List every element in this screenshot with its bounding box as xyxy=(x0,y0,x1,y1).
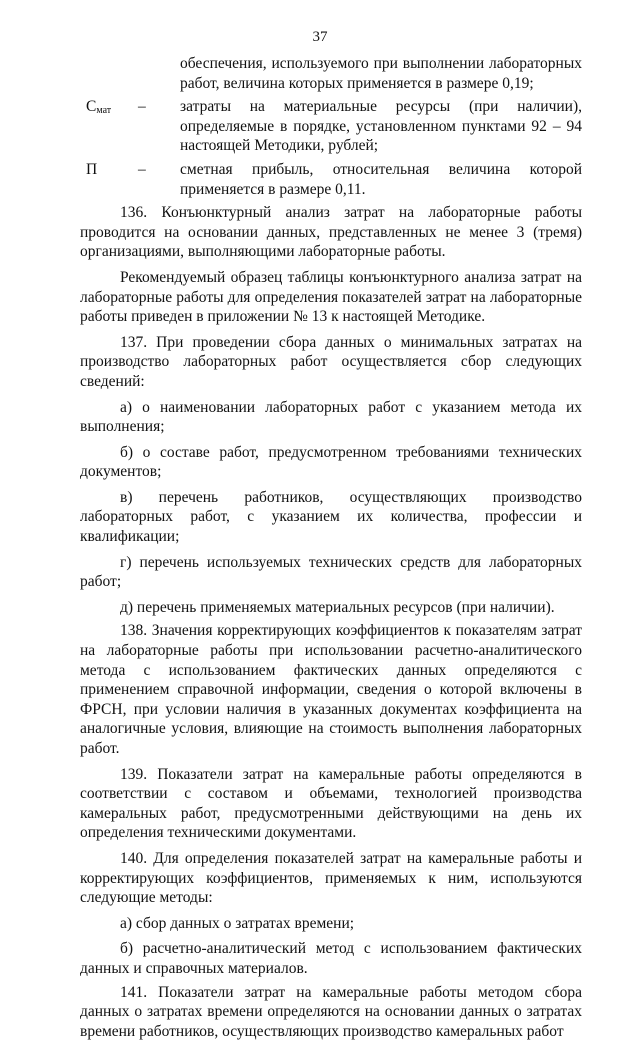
list-item-g: г) перечень используемых технических средств для лабораторных работ; xyxy=(80,553,582,591)
definition-symbol: $С_{мат}$ xyxy=(86,98,112,117)
definition-symbol: П xyxy=(86,160,98,178)
definition-text: обеспечения, используемого при выполнении лабораторных работ, величина которых применяется в размере 0,19; xyxy=(180,55,582,92)
page-number: 37 xyxy=(312,29,328,45)
paragraph-recommended-sample: Рекомендуемый образец таблицы конъюнктурного анализа затрат на лабораторные работы для определения показателей затрат на лабораторные работы приведен в приложении № 13 к настоящей Методике. xyxy=(80,268,582,326)
page-content xyxy=(80,54,582,1041)
definition-dash: – xyxy=(138,98,146,116)
paragraph-137: 137. При проведении сбора данных о минимальных затратах на производство лабораторных работ осуществляется сбор следующих сведений: xyxy=(80,333,582,390)
list-item-b-methods: б) расчетно-аналитический метод с использованием фактических данных и справочных материалов. xyxy=(80,940,582,977)
paragraph-139: 139. Показатели затрат на камеральные работы определяются в соответствии с составом и объемами, технологией производства камеральных работ, предусмотренными действующими на день их определения техническими документами. xyxy=(80,765,582,842)
list-item-a: а) о наименовании лабораторных работ с указанием метода их выполнения; xyxy=(80,398,582,436)
list-item-a-methods: а) сбор данных о затратах времени; xyxy=(120,914,355,932)
paragraph-138: 138. Значения корректирующих коэффициентов к показателям затрат на лабораторные работы при использовании расчетно-аналитического метода с использованием фактических данных определяются с применением справочной информации, сведения о которой включены в ФРСН, при условии наличия в указанных документах коэффициента на аналогичные условия, влияющие на стоимость выполнения лабораторных работ. xyxy=(80,622,582,757)
paragraph-136: 136. Конъюнктурный анализ затрат на лабораторные работы проводится на основании данных, представленных не менее 3 (тремя) организациями, выполняющими лабораторные работы. xyxy=(80,204,582,261)
paragraph-140: 140. Для определения показателей затрат на камеральные работы и корректирующих коэффициентов, применяемых к ним, используются следующие методы: xyxy=(80,849,582,907)
paragraph-141: 141. Показатели затрат на камеральные работы методом сбора данных о затратах времени определяются на основании данных о затратах времени работников, осуществляющих производство камеральных работ xyxy=(80,983,582,1040)
definition-continuation xyxy=(80,54,582,93)
symbol-subscript: мат xyxy=(96,105,112,117)
definition-text: сметная прибыль, относительная величина которой применяется в размере 0,11. xyxy=(180,160,582,198)
list-item-b: б) о составе работ, предусмотренном требованиями технических документов; xyxy=(80,443,582,481)
list-item-v: в) перечень работников, осуществляющих производство лабораторных работ, с указанием их количества, профессии и квалификации; xyxy=(80,488,582,546)
definition-c-mat xyxy=(80,97,582,156)
definition-text: затраты на материальные ресурсы (при наличии), определяемые в порядке, установленном пунктами 92 – 94 настоящей Методики, рублей; xyxy=(180,98,582,155)
definition-p xyxy=(80,160,582,199)
definition-dash: – xyxy=(138,160,146,178)
list-item-d: д) перечень применяемых материальных ресурсов (при наличии). xyxy=(120,598,555,616)
